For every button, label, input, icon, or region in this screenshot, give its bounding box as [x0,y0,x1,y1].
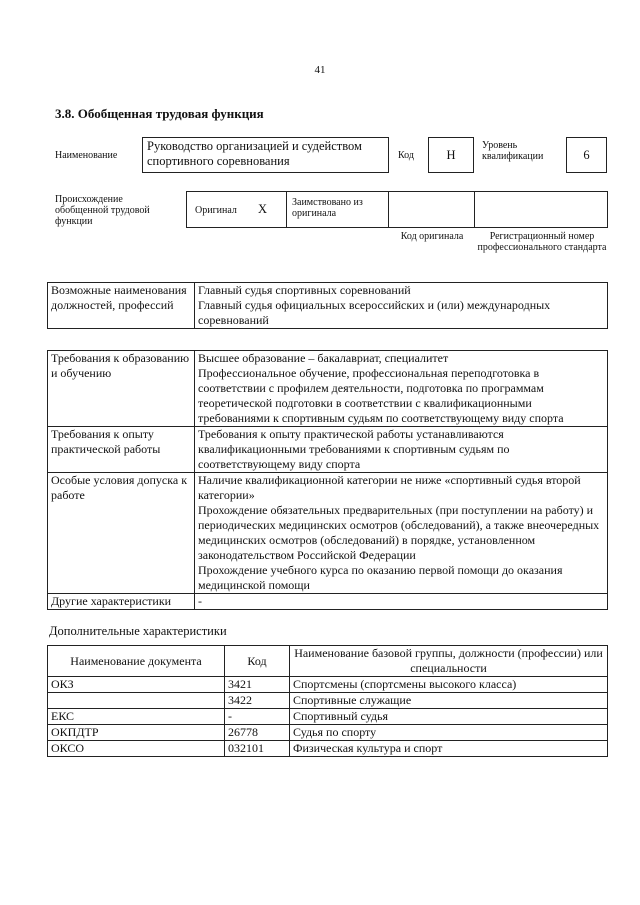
table-row [48,473,608,594]
req-line: - [198,594,202,608]
page-number: 41 [314,64,326,76]
table-row [48,677,608,693]
name-label: Наименование [55,150,118,161]
origin-box [186,191,608,228]
level-value: 6 [583,148,590,162]
additional-title: Дополнительные характеристики [49,624,227,638]
level-label: Уровень квалификации [482,140,544,162]
code-original-caption: Код оригинала [400,231,464,242]
origin-label: Происхождение обобщенной трудовой функции [55,194,150,227]
col-header-name: Наименование базовой группы, должности (профессии) или специальности [290,646,608,677]
positions-table [47,282,608,329]
additional-table [47,645,608,757]
requirements-table [47,350,608,610]
col-header-doc: Наименование документа [48,646,225,677]
cell-code: 032101 [225,741,290,757]
cell-name: Спортсмены (спортсмены высокого класса) [290,677,608,693]
cell-code: 3422 [225,693,290,709]
table-header-row [48,646,608,677]
table-row [48,725,608,741]
name-value: Руководство организацией и судейством спортивного соревнования [147,139,362,168]
code-value: H [446,148,456,162]
req-line: Прохождение учебного курса по оказанию первой помощи до оказания медицинской помощи [198,563,563,592]
table-row [48,594,608,610]
cell-name: Физическая культура и спорт [290,741,608,757]
req-label-education: Требования к образованию и обучению [48,351,195,427]
code-label: Код [398,150,414,161]
req-line: Прохождение обязательных предварительных (при поступлении на работу) и периодических медицинских осмотров (обследований), а также внеочередных медицинских осмотров (обследований) в порядке, установленном законодательством Российской Федерации [198,503,600,562]
level-value-box [566,137,607,173]
table-row [48,709,608,725]
cell-code: 26778 [225,725,290,741]
positions-cell [195,283,608,329]
req-line: Высшее образование – бакалавриат, специалитет [198,351,449,365]
req-label-experience: Требования к опыту практической работы [48,427,195,473]
cell-code: - [225,709,290,725]
position-line: Главный судья официальных всероссийских и (или) международных соревнований [198,298,551,327]
original-label: Оригинал [195,205,237,216]
cell-doc: ОКСО [48,741,225,757]
req-label-other: Другие характеристики [48,594,195,610]
reg-number-caption: Регистрационный номер профессионального стандарта [477,231,607,253]
original-mark: X [258,202,268,216]
positions-label: Возможные наименования должностей, профессий [48,283,195,329]
req-line: Наличие квалификационной категории не ниже «спортивный судья второй категории» [198,473,581,502]
position-line: Главный судья спортивных соревнований [198,283,411,297]
section-title: 3.8. Обобщенная трудовая функция [55,106,264,121]
table-row [48,741,608,757]
cell-code: 3421 [225,677,290,693]
table-row [48,427,608,473]
table-row [48,351,608,427]
req-line: Требования к опыту практической работы устанавливаются квалификационными требованиями к спортивным судьям по соответствующему виду спорта [198,427,510,471]
cell-doc [48,693,225,709]
cell-doc: ЕКС [48,709,225,725]
name-value-box [142,137,389,173]
req-line: Профессиональное обучение, профессиональная переподготовка в соответствии с профилем деятельности, подготовка по программам теоретической подготовки в соответствии с квалификационными требованиями к спортивным судьям по соответствующему виду спорта [198,366,564,425]
cell-name: Спортивный судья [290,709,608,725]
code-value-box [428,137,474,173]
col-header-code: Код [225,646,290,677]
req-label-conditions: Особые условия допуска к работе [48,473,195,594]
cell-name: Судья по спорту [290,725,608,741]
cell-doc: ОКПДТР [48,725,225,741]
table-row [48,693,608,709]
cell-doc: ОКЗ [48,677,225,693]
borrowed-label: Заимствовано из оригинала [292,197,363,219]
cell-name: Спортивные служащие [290,693,608,709]
